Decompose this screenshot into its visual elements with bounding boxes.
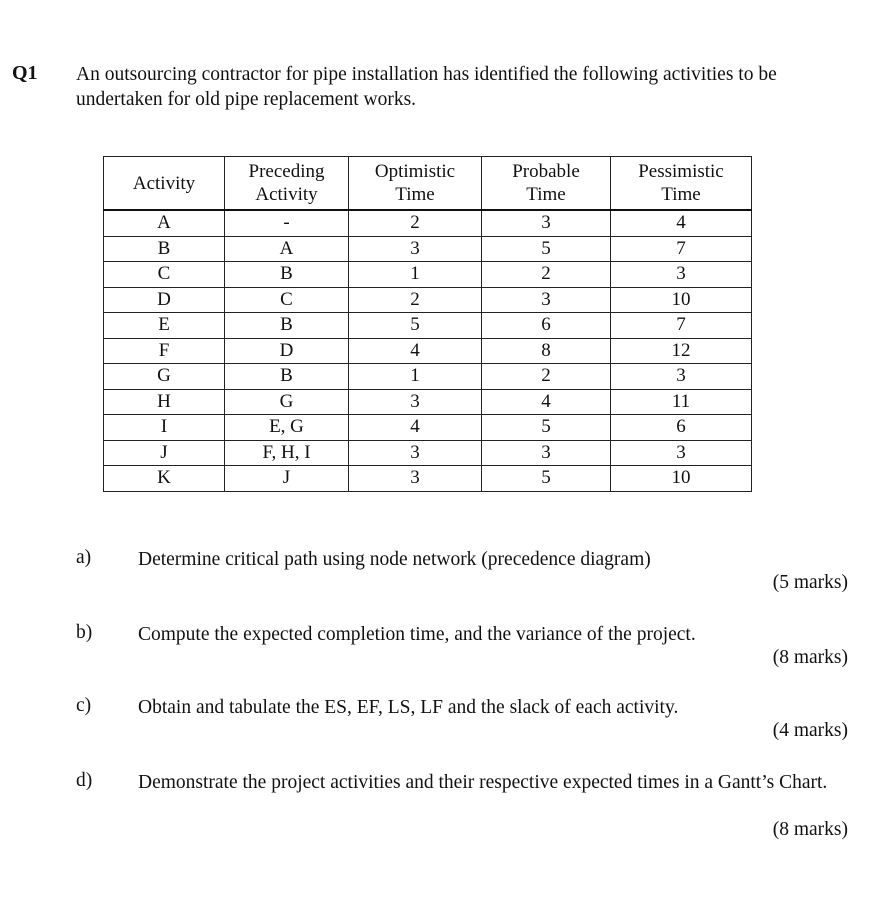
cell-activity: B <box>104 236 225 262</box>
cell-preceding-activity: J <box>225 466 349 492</box>
cell-probable-time: 5 <box>482 236 611 262</box>
table-row <box>104 262 752 288</box>
cell-pessimistic-time: 10 <box>611 287 752 313</box>
cell-optimistic-time: 3 <box>349 236 482 262</box>
table-body <box>104 210 752 491</box>
part-a-marks: (5 marks) <box>772 572 848 593</box>
table-row <box>104 364 752 390</box>
question-number: Q1 <box>12 62 38 84</box>
table-row <box>104 466 752 492</box>
cell-optimistic-time: 5 <box>349 313 482 339</box>
table-header-row <box>104 157 752 211</box>
part-c-text: Obtain and tabulate the ES, EF, LS, LF and the slack of each activity. <box>138 697 679 718</box>
part-a-label: a) <box>76 547 92 568</box>
part-b-text: Compute the expected completion time, and the variance of the project. <box>138 624 696 645</box>
cell-activity: A <box>104 210 225 236</box>
cell-pessimistic-time: 3 <box>611 364 752 390</box>
cell-preceding-activity: B <box>225 262 349 288</box>
cell-probable-time: 3 <box>482 287 611 313</box>
cell-activity: H <box>104 389 225 415</box>
cell-activity: F <box>104 338 225 364</box>
cell-probable-time: 3 <box>482 440 611 466</box>
cell-activity: C <box>104 262 225 288</box>
part-c-label: c) <box>76 695 92 716</box>
header-activity: Activity <box>104 157 225 211</box>
cell-preceding-activity: B <box>225 313 349 339</box>
cell-preceding-activity: - <box>225 210 349 236</box>
cell-optimistic-time: 2 <box>349 210 482 236</box>
cell-probable-time: 2 <box>482 262 611 288</box>
part-d-label: d) <box>76 770 93 791</box>
cell-activity: J <box>104 440 225 466</box>
cell-optimistic-time: 3 <box>349 466 482 492</box>
cell-preceding-activity: E, G <box>225 415 349 441</box>
cell-preceding-activity: D <box>225 338 349 364</box>
part-a-text: Determine critical path using node network (precedence diagram) <box>138 549 651 570</box>
cell-activity: D <box>104 287 225 313</box>
cell-optimistic-time: 4 <box>349 338 482 364</box>
cell-optimistic-time: 1 <box>349 364 482 390</box>
part-c-marks: (4 marks) <box>772 720 848 741</box>
cell-pessimistic-time: 3 <box>611 440 752 466</box>
cell-preceding-activity: A <box>225 236 349 262</box>
table-row <box>104 287 752 313</box>
table-row <box>104 440 752 466</box>
table-row <box>104 313 752 339</box>
cell-pessimistic-time: 3 <box>611 262 752 288</box>
cell-probable-time: 5 <box>482 415 611 441</box>
cell-probable-time: 8 <box>482 338 611 364</box>
header-probable-time: Probable Time <box>482 157 611 211</box>
table-row <box>104 210 752 236</box>
table-row <box>104 236 752 262</box>
cell-activity: G <box>104 364 225 390</box>
cell-pessimistic-time: 12 <box>611 338 752 364</box>
cell-probable-time: 5 <box>482 466 611 492</box>
cell-probable-time: 3 <box>482 210 611 236</box>
cell-optimistic-time: 1 <box>349 262 482 288</box>
cell-optimistic-time: 3 <box>349 440 482 466</box>
cell-preceding-activity: B <box>225 364 349 390</box>
table-row <box>104 415 752 441</box>
part-d-text: Demonstrate the project activities and their respective expected times in a Gantt’s Chart. <box>138 772 828 793</box>
cell-optimistic-time: 3 <box>349 389 482 415</box>
cell-activity: K <box>104 466 225 492</box>
cell-probable-time: 6 <box>482 313 611 339</box>
cell-pessimistic-time: 11 <box>611 389 752 415</box>
cell-activity: E <box>104 313 225 339</box>
cell-probable-time: 2 <box>482 364 611 390</box>
part-d-marks: (8 marks) <box>772 819 848 840</box>
header-pessimistic-time: Pessimistic Time <box>611 157 752 211</box>
cell-pessimistic-time: 6 <box>611 415 752 441</box>
question-intro: An outsourcing contractor for pipe installation has identified the following activities to be undertaken for old pipe replacement works. <box>76 64 777 110</box>
cell-pessimistic-time: 4 <box>611 210 752 236</box>
table-row <box>104 338 752 364</box>
table-row <box>104 389 752 415</box>
cell-pessimistic-time: 7 <box>611 236 752 262</box>
cell-optimistic-time: 4 <box>349 415 482 441</box>
header-preceding-activity: Preceding Activity <box>225 157 349 211</box>
cell-pessimistic-time: 10 <box>611 466 752 492</box>
cell-probable-time: 4 <box>482 389 611 415</box>
cell-preceding-activity: C <box>225 287 349 313</box>
cell-pessimistic-time: 7 <box>611 313 752 339</box>
cell-optimistic-time: 2 <box>349 287 482 313</box>
cell-activity: I <box>104 415 225 441</box>
cell-preceding-activity: F, H, I <box>225 440 349 466</box>
part-b-label: b) <box>76 622 93 643</box>
activity-table <box>103 156 752 492</box>
part-b-marks: (8 marks) <box>772 647 848 668</box>
cell-preceding-activity: G <box>225 389 349 415</box>
header-optimistic-time: Optimistic Time <box>349 157 482 211</box>
